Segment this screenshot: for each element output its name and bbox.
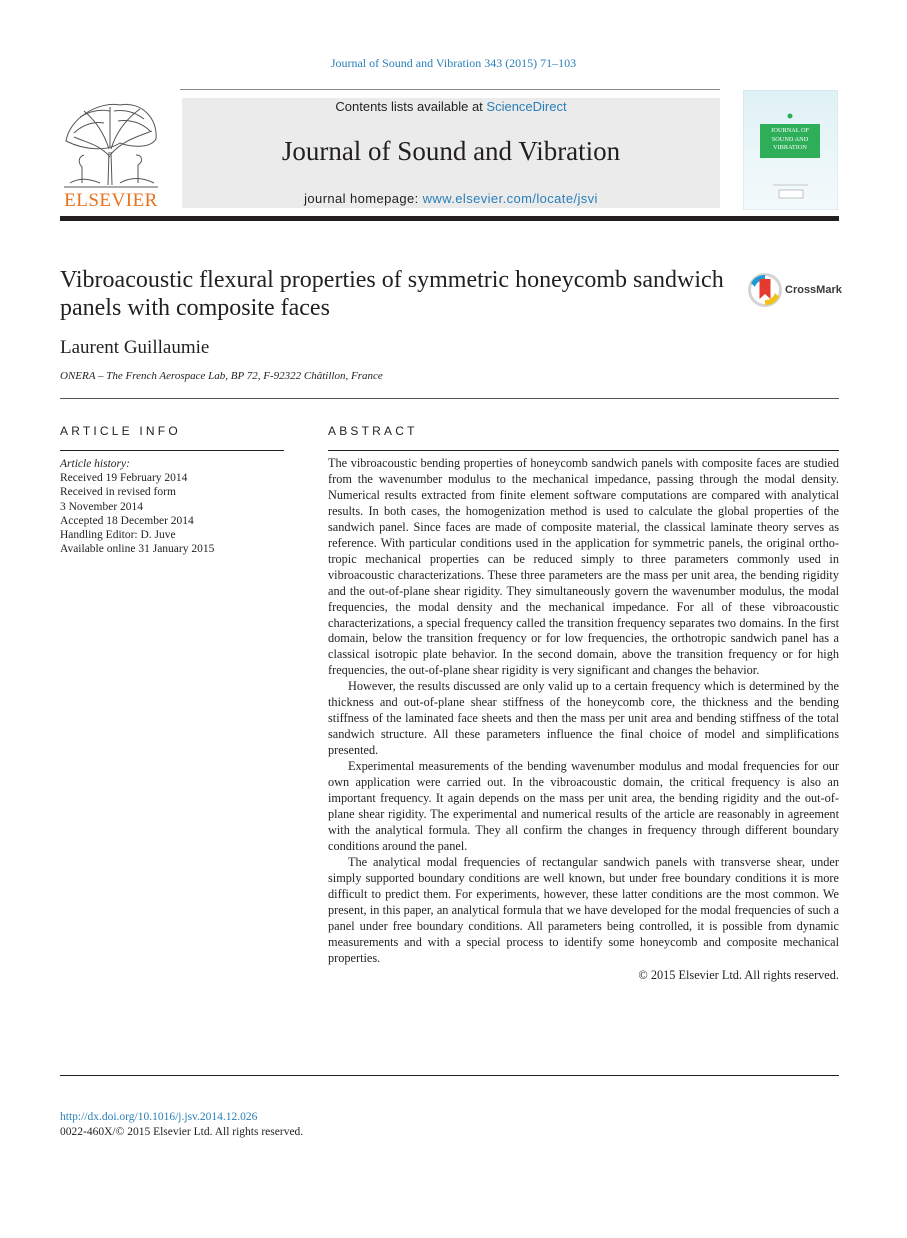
affiliation-rule	[60, 398, 839, 399]
homepage-prefix: journal homepage:	[304, 191, 423, 206]
article-info-rule	[60, 450, 284, 451]
crossmark-badge[interactable]	[746, 271, 842, 309]
history-label: Article history:	[60, 458, 130, 470]
header-top-rule	[180, 89, 720, 90]
author-affiliation: ONERA – The French Aerospace Lab, BP 72, F-92322 Châtillon, France	[60, 370, 383, 382]
sciencedirect-link[interactable]: ScienceDirect	[486, 99, 567, 114]
abstract-paragraph: Experimental measurements of the bending wavenumber modulus and modal frequencies for our own application were carried out. In the vibroacoustic domain, the critical frequency is also an important frequency. It again depends on the mass per unit area, the bending rigidity and the out-of-plane shear rigidity. The experimental and numerical results of the article are reasonably in agreement with the analytical formula. They all confirm the changes in frequency through different boundary conditions around the panel.	[328, 759, 839, 853]
elsevier-logo[interactable]	[60, 97, 162, 209]
history-item: Available online 31 January 2015	[60, 543, 215, 556]
contents-prefix: Contents lists available at	[335, 99, 487, 114]
abstract-paragraph: The analytical modal frequencies of rectangular sandwich panels with transverse shear, under simply supported boundary conditions are well known, but under free boundary conditions it is more difficult to predict them. For experiments, however, these latter conditions are the most common. We present, in this paper, an analytical formula that we have developed for the modal frequencies of such a panel under free boundary conditions. All parameters being controlled, it is possible from dynamic measurements and with a special process to identify some honeycomb and composite mechanical properties.	[328, 854, 839, 965]
history-item: Accepted 18 December 2014	[60, 514, 194, 527]
doi-link[interactable]: http://dx.doi.org/10.1016/j.jsv.2014.12.026	[60, 1111, 258, 1123]
history-item: Received 19 February 2014	[60, 472, 188, 485]
journal-citation-link[interactable]: Journal of Sound and Vibration 343 (2015) 71–103	[330, 56, 577, 70]
crossmark-label: CrossMark	[785, 284, 842, 296]
homepage-line	[182, 191, 720, 206]
author-name[interactable]: Laurent Guillaumie	[60, 337, 210, 358]
abstract-rule	[328, 450, 839, 451]
abstract-paragraph: However, the results discussed are only valid up to a certain frequency which is determined by the thickness and out-of-plane shear stiffness of the honeycomb core, the thickness and the bending stiffness of the laminated face sheets and then the mass per unit area and bending stiffness of the total sandwich structure. All these parameters influence the final choice of model and simplifications presented.	[328, 679, 839, 758]
abstract-paragraph: The vibroacoustic bending properties of honeycomb sandwich panels with composite faces are studied from the wavenumber modulus to the mechanical impedance, passing through the modal density. Numerical results extracted from finite element software computations are compared with analytical results. In both cases, the homogenization method is used to calculate the global properties of the sandwich panel. Since faces are made of composite material, the classical laminate theory serves as reference. With particular conditions used in the application for symmetric panels, the original ortho-tropic mechanical properties can be reduced simply to three parameters commonly used in vibroacoustic characterizations. These three parameters are the mass per unit area, the bending rigidity and the out-of-plane shear rigidity. They simultaneously govern the wavenumber modulus, the modal frequencies, the modal density and the mechanical impedance. For all of these vibroacoustic characterizations, a special frequency called the transition frequency separates two domains. In the first domain, below the transition frequency or for low frequencies, the orthotropic sandwich panel has a classical isotropic plate behavior. In the second domain, above the transition frequency or for high frequencies, the out-of-plane shear rigidity is very significant and changes the behavior.	[328, 456, 839, 678]
journal-cover-thumbnail[interactable]	[743, 90, 838, 210]
journal-homepage-link[interactable]: www.elsevier.com/locate/jsvi	[422, 191, 598, 206]
issn-line: 0022-460X/© 2015 Elsevier Ltd. All rights reserved.	[60, 1126, 304, 1138]
article-title: Vibroacoustic flexural properties of symmetric honeycomb sandwich panels with composite faces	[60, 267, 724, 321]
journal-title: Journal of Sound and Vibration	[281, 136, 621, 166]
header-thick-rule	[60, 216, 839, 221]
history-item: Received in revised form	[60, 486, 176, 499]
crossmark-icon	[746, 271, 784, 309]
copyright-notice: © 2015 Elsevier Ltd. All rights reserved.	[638, 967, 839, 982]
article-info-heading: ARTICLE INFO	[60, 424, 181, 438]
cover-title: JOURNAL OF SOUND AND VIBRATION	[770, 127, 810, 152]
contents-line	[182, 99, 720, 114]
abstract-heading: ABSTRACT	[328, 424, 418, 438]
history-item: Handling Editor: D. Juve	[60, 529, 176, 542]
footer-rule	[60, 1075, 839, 1076]
article-history	[60, 457, 284, 556]
abstract-body	[328, 456, 839, 983]
history-item: 3 November 2014	[60, 500, 144, 513]
elsevier-wordmark: ELSEVIER	[64, 190, 158, 211]
